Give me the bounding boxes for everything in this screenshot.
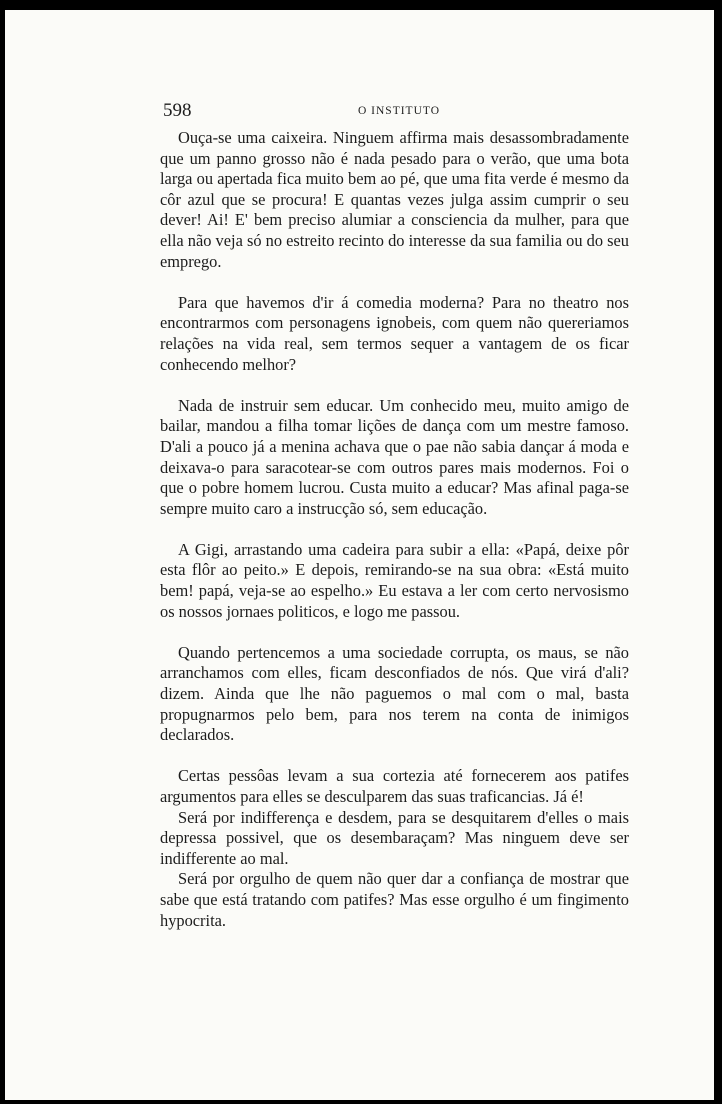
page-number: 598 [163, 100, 192, 121]
paragraph-caixeira: Ouça-se uma caixeira. Ninguem affirma mais desassombradamente que um panno grosso não é nada pesado para o verão, que uma bota larga ou apertada fica muito bem ao pé, que uma fita verde é mesmo da côr azul que se procura! E quantas vezes julga assim cumprir o seu dever! Ai! E' bem preciso alumiar a consciencia da mulher, para que ella não veja só no estreito recinto do interesse da sua familia ou do seu emprego. [160, 128, 629, 271]
running-title: O INSTITUTO [357, 105, 441, 117]
paragraph-indifferenca: Será por indifferença e desdem, para se desquitarem d'elles o mais depressa possivel, que os desembaraçam? Mas ninguem deve ser indifferente ao mal. [160, 807, 629, 868]
paragraph-instruir: Nada de instruir sem educar. Um conhecido meu, muito amigo de bailar, mandou a filha tomar lições de dança com um mestre famoso. D'ali a pouco já a menina achava que o pae não sabia dançar á moda e deixava-o para saracotear-se com outros pares mais modernos. Foi o que o pobre homem lucrou. Custa muito a educar? Mas afinal paga-se sempre muito caro a instrucção só, sem educação. [160, 395, 629, 518]
page-body [160, 128, 629, 931]
paragraph-comedia: Para que havemos d'ir á comedia moderna? Para no theatro nos encontrarmos com personagens ignobeis, com quem não quereriamos relações na vida real, sem termos sequer a vantagem de os ficar conhecendo melhor? [160, 292, 629, 374]
paragraph-sociedade: Quando pertencemos a uma sociedade corrupta, os maus, se não arranchamos com elles, ficam desconfiados de nós. Que virá d'ali? dizem. Ainda que lhe não paguemos o mal com o mal, basta propugnarmos pelo bem, para nos terem na conta de inimigos declarados. [160, 642, 629, 745]
paragraph-orgulho: Será por orgulho de quem não quer dar a confiança de mostrar que sabe que está tratando com patifes? Mas esse orgulho é um fingimento hypocrita. [160, 869, 629, 930]
page-header [163, 100, 635, 124]
paragraph-gigi: A Gigi, arrastando uma cadeira para subir a ella: «Papá, deixe pôr esta flôr ao peito.» E depois, remirando-se na sua obra: «Está muito bem! papá, veja-se ao espelho.» Eu estava a ler com certo nervosismo os nossos jornaes politicos, e logo me passou. [160, 539, 629, 621]
paragraph-cortezia: Certas pessôas levam a sua cortezia até fornecerem aos patifes argumentos para elles se desculparem das suas traficancias. Já é! [160, 766, 629, 806]
